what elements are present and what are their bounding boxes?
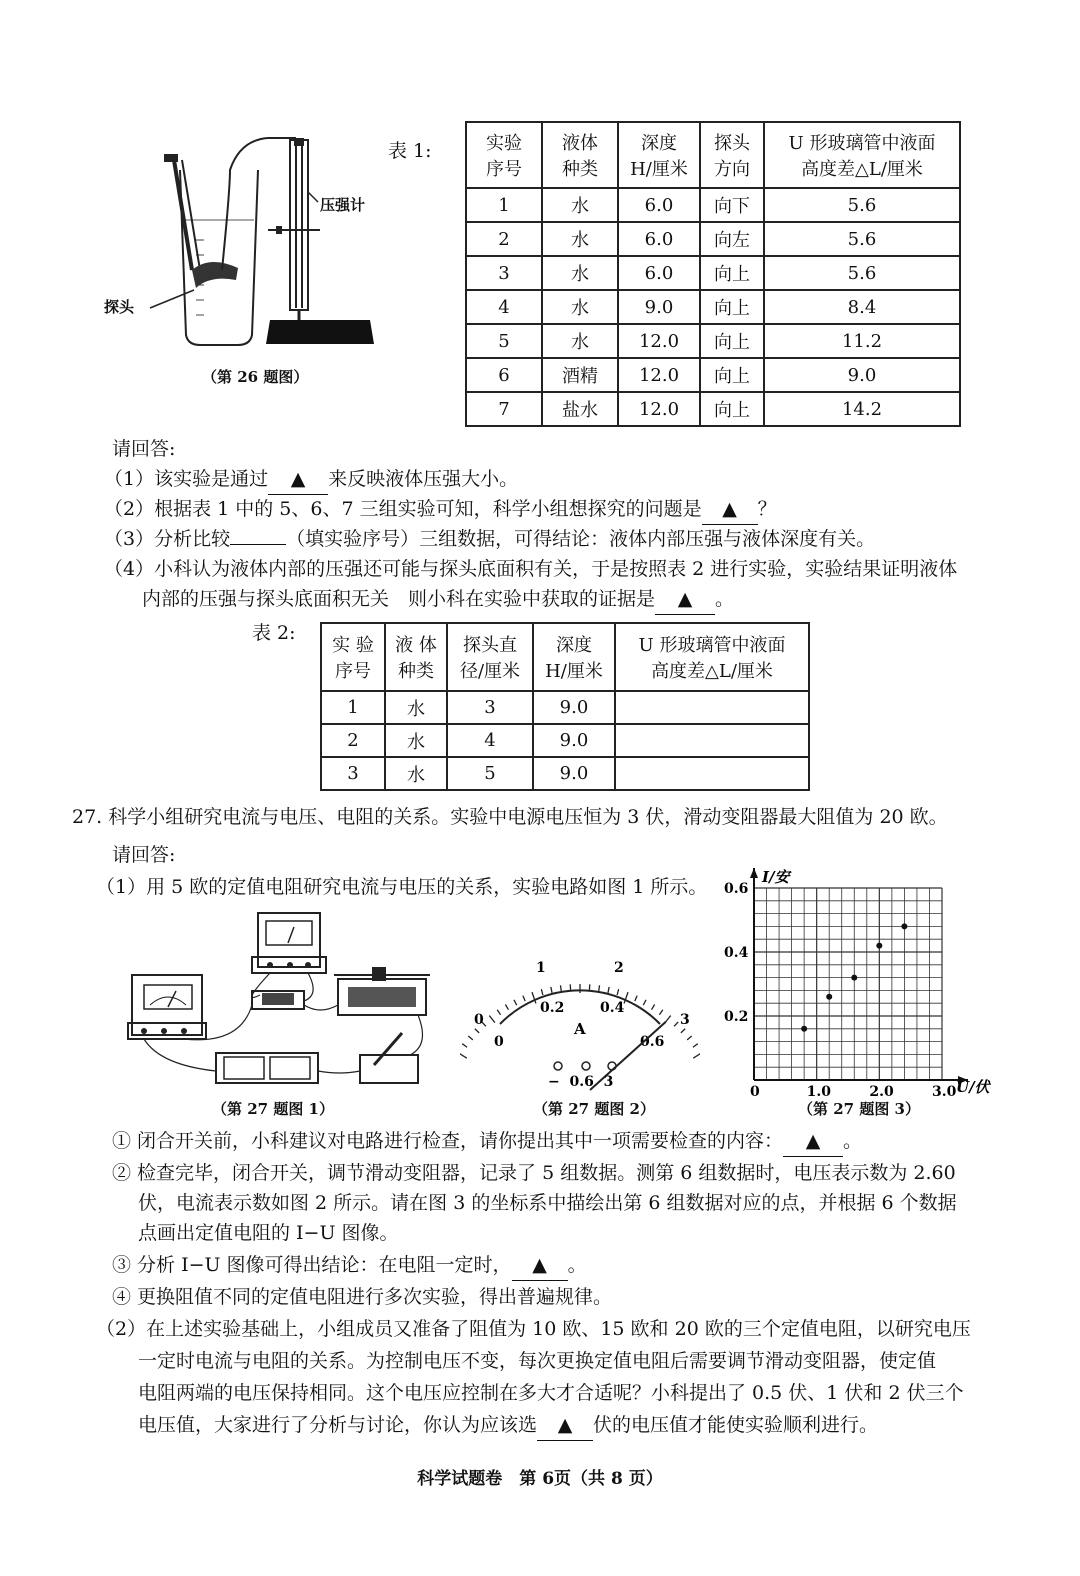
table1-cell: 水 <box>542 256 618 290</box>
table1-cell: 2 <box>466 222 542 256</box>
table1-cell: 向上 <box>700 324 764 358</box>
q26-part2: （2）根据表 1 中的 5、6、7 三组实验可知，科学小组想探究的问题是 ▲ ？ <box>104 494 777 525</box>
terminal-0-6 <box>582 1062 590 1070</box>
data-point <box>801 1026 807 1032</box>
q26-part4: （4）小科认为液体内部的压强还可能与探头底面积有关，于是按照表 2 进行实验，实验结果证明液体 <box>104 558 958 580</box>
answer-blank[interactable]: ▲ <box>655 584 715 615</box>
ammeter-unit: A <box>574 1020 586 1038</box>
q27-stem: 27. 科学小组研究电流与电压、电阻的关系。实验中电源电压恒为 3 伏，滑动变阻器最大阻值为 20 欧。 <box>72 806 948 828</box>
ammeter-top-2: 2 <box>614 960 624 976</box>
table1-cell: 向下 <box>700 188 764 222</box>
ammeter-tick <box>643 1000 646 1005</box>
q27-item2-cont2: 点画出定值电阻的 I−U 图像。 <box>138 1222 399 1244</box>
ammeter-tick <box>599 985 600 991</box>
table2-header-cell: U 形玻璃管中液面 高度差△L/厘米 <box>615 623 809 691</box>
answer-blank[interactable]: ▲ <box>512 1250 568 1281</box>
graph-xlabel: U/伏 <box>956 1078 990 1096</box>
ammeter-tick <box>497 1010 500 1015</box>
ammeter-tick <box>608 987 609 993</box>
table1-header-cell: 实验 序号 <box>466 122 542 188</box>
table1-cell: 14.2 <box>764 392 960 426</box>
graph-ylabel: I/安 <box>762 868 790 886</box>
table2-cell: 水 <box>385 724 447 757</box>
ammeter-tick <box>489 1016 495 1023</box>
ammeter-tick <box>652 1004 655 1009</box>
table1-cell: 5.6 <box>764 188 960 222</box>
ammeter-tick <box>460 1052 467 1058</box>
table2-header-cell: 探头直 径/厘米 <box>447 623 533 691</box>
x-tick-label: 0 <box>750 1084 760 1100</box>
table1-cell: 5 <box>466 324 542 358</box>
table1-cell: 8.4 <box>764 290 960 324</box>
table1-row <box>466 256 960 290</box>
table1-cell: 水 <box>542 324 618 358</box>
table1-cell: 水 <box>542 290 618 324</box>
table2-header-cell: 液 体 种类 <box>385 623 447 691</box>
table1-row <box>466 188 960 222</box>
q26-part1: （1）该实验是通过 ▲ 来反映液体压强大小。 <box>104 464 518 495</box>
q27-part2-cont2: 电阻两端的电压保持相同。这个电压应控制在多大才合适呢？小科提出了 0.5 伏、1 伏和 2 伏三个 <box>138 1382 964 1404</box>
ammeter-top-1: 1 <box>536 960 546 976</box>
table1-header-cell: 液体 种类 <box>542 122 618 188</box>
table1-row <box>466 392 960 426</box>
ammeter-tick <box>514 1000 517 1005</box>
label-probe: 探头 <box>104 298 135 316</box>
terminal-3 <box>608 1062 616 1070</box>
table2-cell: 9.0 <box>533 691 615 724</box>
table1-row <box>466 290 960 324</box>
ammeter-tick <box>659 1010 662 1015</box>
table2-cell: 水 <box>385 691 447 724</box>
q26-part3: （3）分析比较 （填实验序号）三组数据，可得结论：液体内部压强与液体深度有关。 <box>104 528 876 550</box>
table1-row <box>466 222 960 256</box>
table2-cell <box>615 757 809 790</box>
answer-blank[interactable]: ▲ <box>783 1126 843 1157</box>
table1-label: 表 1: <box>388 140 432 162</box>
table1-cell: 12.0 <box>618 358 700 392</box>
table1-cell: 向左 <box>700 222 764 256</box>
table2-header-cell: 深度 H/厘米 <box>533 623 615 691</box>
q26-intro: 请回答: <box>112 438 176 460</box>
table1-cell: 9.0 <box>764 358 960 392</box>
table1-cell: 5.6 <box>764 256 960 290</box>
q27-part1: （1）用 5 欧的定值电阻研究电流与电压的关系，实验电路如图 1 所示。 <box>96 876 708 898</box>
ammeter-tick <box>475 1029 479 1033</box>
graph-grid <box>754 888 942 1080</box>
table2-cell <box>615 691 809 724</box>
ammeter-tick <box>551 987 552 993</box>
table2 <box>320 622 810 791</box>
table2-header-cell: 实 验 序号 <box>321 623 385 691</box>
fig27-1-circuit <box>120 905 440 1095</box>
ammeter-tick <box>541 989 543 995</box>
table1-cell: 6.0 <box>618 222 700 256</box>
table1-cell: 5.6 <box>764 222 960 256</box>
q27-item2: ② 检查完毕，闭合开关，调节滑动变阻器，记录了 5 组数据。测第 6 组数据时，电压表示数为 2.60 <box>112 1162 956 1184</box>
table1-cell: 盐水 <box>542 392 618 426</box>
data-point <box>826 994 832 1000</box>
y-tick-label: 0.2 <box>724 1009 749 1025</box>
q27-part2-cont3: 电压值，大家进行了分析与讨论，你认为应该选 ▲ 伏的电压值才能使实验顺利进行。 <box>138 1410 878 1441</box>
table1-header-cell: 探头 方向 <box>700 122 764 188</box>
answer-blank[interactable]: ▲ <box>702 494 758 525</box>
ammeter-tick <box>635 996 637 1002</box>
fig27-3-graph <box>718 858 998 1103</box>
x-tick-label: 3.0 <box>932 1084 957 1100</box>
table2-cell: 4 <box>447 724 533 757</box>
q27-part2: （2）在上述实验基础上，小组成员又准备了阻值为 10 欧、15 欧和 20 欧的三个定值电阻，以研究电压 <box>96 1318 971 1340</box>
fig27-1-caption: （第 27 题图 1） <box>212 1100 334 1118</box>
ammeter-bottom-3: 0.6 <box>640 1034 665 1050</box>
y-tick-label: 0.4 <box>724 945 749 961</box>
table1-cell: 6 <box>466 358 542 392</box>
table1-cell: 6.0 <box>618 256 700 290</box>
ammeter-tick <box>523 996 525 1002</box>
table1-cell: 3 <box>466 256 542 290</box>
y-axis-arrow <box>750 868 758 878</box>
data-point <box>876 943 882 949</box>
data-point <box>901 923 907 929</box>
answer-blank[interactable]: ▲ <box>537 1410 593 1441</box>
table1-cell: 11.2 <box>764 324 960 358</box>
table2-row <box>321 724 809 757</box>
ammeter-bottom-0: 0 <box>494 1034 504 1050</box>
table1-header-row <box>466 122 960 188</box>
x-tick-label: 2.0 <box>869 1084 894 1100</box>
table1-cell: 7 <box>466 392 542 426</box>
table2-cell <box>615 724 809 757</box>
fig26-apparatus <box>100 130 390 360</box>
table1-cell: 9.0 <box>618 290 700 324</box>
table2-cell: 3 <box>447 691 533 724</box>
table1-cell: 1 <box>466 188 542 222</box>
table1-cell: 水 <box>542 188 618 222</box>
table1-row <box>466 358 960 392</box>
table2-label: 表 2: <box>252 622 296 644</box>
label-pressure-gauge: 压强计 <box>320 196 366 214</box>
ammeter-tick <box>665 1016 671 1023</box>
table2-cell: 9.0 <box>533 757 615 790</box>
ammeter-top-3: 3 <box>680 1012 690 1028</box>
table1-cell: 向上 <box>700 256 764 290</box>
ammeter-top-0: 0 <box>474 1012 484 1028</box>
ammeter-tick <box>693 1044 698 1048</box>
fig27-2-ammeter <box>460 950 700 1100</box>
q27-item3: ③ 分析 I−U 图像可得出结论：在电阻一定时， ▲ 。 <box>112 1250 587 1281</box>
table2-cell: 水 <box>385 757 447 790</box>
fig27-3-caption: （第 27 题图 3） <box>798 1100 920 1118</box>
table2-cell: 2 <box>321 724 385 757</box>
ammeter-tick <box>617 989 619 995</box>
table2-row <box>321 691 809 724</box>
table2-cell: 5 <box>447 757 533 790</box>
table1-cell: 向上 <box>700 358 764 392</box>
page-footer: 科学试题卷 第 6页（共 8 页） <box>417 1469 663 1489</box>
table2-cell: 9.0 <box>533 724 615 757</box>
table1-cell: 水 <box>542 222 618 256</box>
q27-item4: ④ 更换阻值不同的定值电阻进行多次实验，得出普遍规律。 <box>112 1286 613 1308</box>
terminal-negative <box>554 1062 562 1070</box>
table1-cell: 12.0 <box>618 324 700 358</box>
table1-cell: 12.0 <box>618 392 700 426</box>
answer-blank[interactable]: ▲ <box>268 464 328 495</box>
table2-row <box>321 757 809 790</box>
table1-header-cell: U 形玻璃管中液面 高度差△L/厘米 <box>764 122 960 188</box>
ammeter-scale-arc <box>500 990 660 1024</box>
ammeter-tick <box>560 985 561 991</box>
ammeter-tick <box>674 1022 678 1026</box>
ammeter-tick <box>693 1052 700 1058</box>
q26-part4-cont: 内部的压强与探头底面积无关 则小科在实验中获取的证据是 ▲ 。 <box>142 584 734 615</box>
table1-header-cell: 深度 H/厘米 <box>618 122 700 188</box>
table1-cell: 4 <box>466 290 542 324</box>
ammeter-tick <box>468 1036 473 1040</box>
q27-item1: ① 闭合开关前，小科建议对电路进行检查，请你提出其中一项需要检查的内容： ▲ 。 <box>112 1126 862 1157</box>
ammeter-bottom-2: 0.4 <box>600 1000 625 1016</box>
fig27-2-caption: （第 27 题图 2） <box>533 1100 655 1118</box>
table2-cell: 3 <box>321 757 385 790</box>
table1-row <box>466 324 960 358</box>
table1-cell: 向上 <box>700 290 764 324</box>
q27-part2-cont1: 一定时电流与电阻的关系。为控制电压不变，每次更换定值电阻后需要调节滑动变阻器，使定值 <box>138 1350 937 1372</box>
table1-cell: 6.0 <box>618 188 700 222</box>
q27-intro: 请回答: <box>112 844 176 866</box>
table1-cell: 酒精 <box>542 358 618 392</box>
table1-cell: 向上 <box>700 392 764 426</box>
table2-cell: 1 <box>321 691 385 724</box>
ammeter-tick <box>505 1004 508 1009</box>
answer-blank[interactable] <box>230 544 286 545</box>
data-point <box>851 975 857 981</box>
fig26-caption: （第 26 题图） <box>202 368 309 386</box>
q27-item2-cont1: 伏，电流表示数如图 2 所示。请在图 3 的坐标系中描绘出第 6 组数据对应的点，并根据 6 个数据 <box>138 1192 957 1214</box>
y-tick-label: 0.6 <box>724 881 749 897</box>
ammeter-tick <box>687 1036 692 1040</box>
ammeter-tick <box>462 1044 467 1048</box>
x-tick-label: 1.0 <box>806 1084 832 1100</box>
ammeter-bottom-1: 0.2 <box>540 1000 565 1016</box>
ammeter-tick <box>681 1029 685 1033</box>
table1 <box>465 121 961 427</box>
table2-header-row <box>321 623 809 691</box>
ammeter-terminals: − 0.6 3 <box>548 1074 614 1090</box>
